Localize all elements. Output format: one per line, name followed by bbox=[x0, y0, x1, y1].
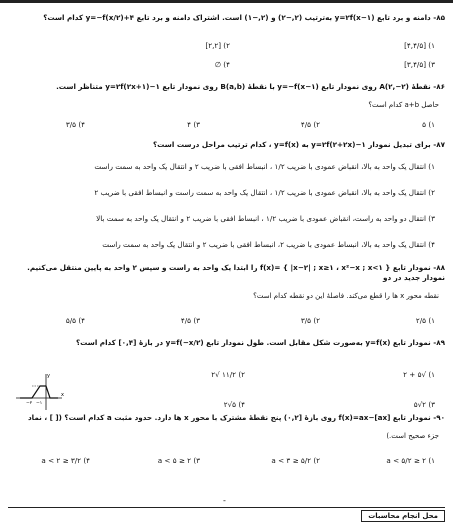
option-3[interactable]: ۳) ۴ bbox=[187, 120, 200, 129]
option-3[interactable]: ۳) ۲ ≤ a < ۵ bbox=[157, 456, 200, 465]
option-2[interactable]: ۲) انتقال یک واحد به بالا، انقباض عمودی با ضریب ۱/۲ ، انتقال یک واحد به سمت راست و انبساط افقی با ضریب ۲ bbox=[94, 188, 435, 197]
option-4[interactable]: ۴) ۵/۵ bbox=[65, 316, 85, 325]
option-4[interactable]: ۴) انتقال یک واحد به بالا، انبساط عمودی با ضریب ۲، انبساط افقی با ضریب ۲ و انتقال یک واحد به سمت راست bbox=[102, 240, 435, 249]
question-88: ۸۸- نمودار تابع f(x)= { |x−۲| ; x≥۱ ، x²−x ; x<۱ } را ابتدا یک واحد به راست و سپس ۲ واحد به پایین منتقل می‌کنیم. نمودار جدید در دو bbox=[27, 263, 445, 282]
option-1[interactable]: ۱) ۲/۵ bbox=[415, 316, 435, 325]
tick-label: −۲ bbox=[26, 401, 33, 406]
option-3[interactable]: ۳) ۴/۵ bbox=[180, 316, 200, 325]
option-1[interactable]: ۱) √۵ + ۲ bbox=[403, 370, 435, 379]
question-85: ۸۵- دامنه و برد تابع y=۲f(x−۱) به‌ترتیب (۲,−۲) و (۲,−۱) است. اشتراک دامنه و برد تابع y=−f(x/۲)+۴ کدام است؟ bbox=[43, 13, 445, 22]
option-2[interactable]: ۲) [۲,۲] bbox=[205, 41, 230, 50]
page-mark: - bbox=[223, 496, 226, 505]
tick-label: −۱ bbox=[36, 401, 43, 406]
footer bbox=[8, 496, 445, 522]
question-87: ۸۷- برای تبدیل نمودار y=۲f(۲+۲x)−۱ به y=f(x) ، کدام ترتیب مراحل درست است؟ bbox=[153, 140, 445, 149]
option-2[interactable]: ۲) ۳/۵ bbox=[300, 316, 320, 325]
option-4[interactable]: ۴) ۳/۵ bbox=[65, 120, 85, 129]
question-86-sub: حاصل a+b کدام است؟ bbox=[368, 101, 439, 109]
option-2[interactable]: ۲) ۱۱/۲ √۲ bbox=[211, 370, 245, 379]
top-border bbox=[0, 0, 453, 3]
option-4[interactable]: ۴) ۵√۲ bbox=[223, 400, 245, 409]
y-axis-label: y bbox=[47, 373, 50, 379]
option-1[interactable]: ۱) [۴,۴/۵] bbox=[404, 41, 435, 50]
option-4[interactable]: ۴) ∅ bbox=[214, 60, 230, 69]
question-90: ۹۰- نمودار تابع f(x)=ax−[ax] روی بازهٔ [۰,۲) پنج نقطهٔ مشترک با محور x ها دارد. حدود مثبت a کدام است؟ ([ ] ، نماد bbox=[27, 413, 445, 422]
option-4[interactable]: ۴) ۳/۲ ≤ a < ۲ bbox=[41, 456, 90, 465]
question-89: ۸۹- نمودار تابع y=f(x) به‌صورت شکل مقابل است. طول نمودار تابع y=f(−x/۲) در بازهٔ [۰,۴] کدام است؟ bbox=[75, 338, 445, 347]
option-3[interactable]: ۳) ۲√۵ bbox=[413, 400, 435, 409]
x-axis-label: x bbox=[61, 392, 64, 398]
option-3[interactable]: ۳) [۳,۴/۵] bbox=[404, 60, 435, 69]
question-86: ۸۶- نقطهٔ A(۲,−۲) روی نمودار تابع y=−f(x−۱) با نقطهٔ B(a,b) روی نمودار تابع y=۲f(۲x+۱)−۱ متناظر است. bbox=[56, 82, 445, 91]
function-graph bbox=[14, 372, 64, 412]
option-1[interactable]: ۱) ۲ ≤ a < ۵/۲ bbox=[386, 456, 435, 465]
option-2[interactable]: ۲) ۵/۲ ≤ a < ۳ bbox=[271, 456, 320, 465]
question-90-sub: جزء صحیح است.) bbox=[386, 432, 439, 440]
graph-curve bbox=[20, 386, 58, 398]
option-1[interactable]: ۱) ۵ bbox=[422, 120, 435, 129]
question-88-sub: نقطه محور x ها را قطع می‌کند. فاصلهٔ این دو نقطه کدام است؟ bbox=[253, 292, 439, 300]
option-2[interactable]: ۲) ۴/۵ bbox=[300, 120, 320, 129]
option-3[interactable]: ۳) انتقال دو واحد به راست، انقباض عمودی با ضریب ۱/۲ ، انبساط افقی با ضریب ۲ و انتقال یک واحد به سمت بالا bbox=[96, 214, 435, 223]
option-1[interactable]: ۱) انتقال یک واحد به بالا، انقباض عمودی با ضریب ۱/۲ ، انبساط افقی با ضریب ۲ و انتقال یک واحد به سمت راست bbox=[94, 162, 435, 171]
calculation-area-label: محل انجام محاسبات bbox=[361, 510, 445, 522]
